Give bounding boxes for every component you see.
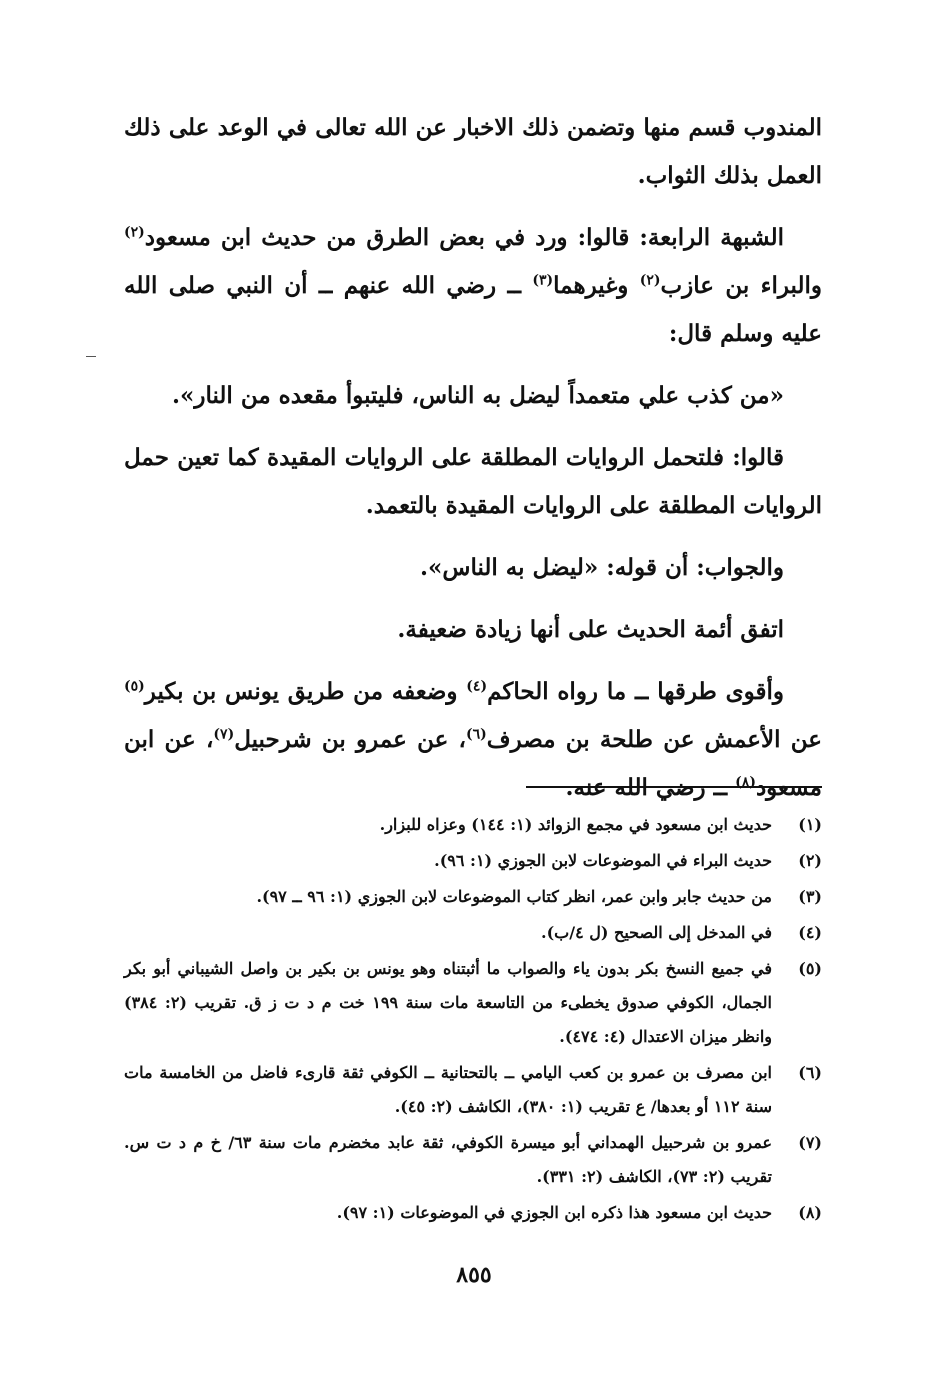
footnote-text: حديث ابن مسعود في مجمع الزوائد (١: ١٤٤) وعزاه للبزار.	[379, 815, 772, 834]
footnote-number: (٣)	[798, 887, 822, 906]
main-text	[124, 104, 822, 826]
footnote-number: (٤)	[798, 923, 822, 942]
footnote	[124, 844, 822, 878]
footnote-separator	[526, 786, 822, 788]
hadith-quote: «من كذب علي متعمداً ليضل به الناس، فليتبوأ مقعده من النار».	[171, 382, 784, 409]
footnote	[124, 1196, 822, 1230]
footnote-text: في جميع النسخ بكر بدون ياء والصواب ما أثبتناه وهو يونس بن بكير بن واصل الشيباني أبو بكر الجمال، الكوفي صدوق يخطىء من التاسعة مات سنة ١٩٩ خت م د ت ز ق. تقريب (٢: ٣٨٤) وانظر ميزان الاعتدال (٤: ٤٧٤).	[124, 959, 773, 1046]
footnote	[124, 808, 822, 842]
footnote-text: ابن مصرف بن عمرو بن كعب اليامي ــ بالتحتانية ــ الكوفي ثقة قارىء فاضل من الخامسة مات سنة ١١٢ أو بعدها/ ع تقريب (١: ٣٨٠)، الكاشف (٢: ٤٥).	[124, 1063, 772, 1116]
footnote-ref: (٢)	[124, 224, 145, 241]
footnote	[124, 1126, 822, 1194]
footnote-ref: (٧)	[213, 726, 235, 743]
footnote-ref: (٦)	[465, 726, 487, 743]
footnote	[124, 1056, 822, 1124]
footnote-number: (٧)	[798, 1133, 822, 1152]
footnote	[124, 880, 822, 914]
footnote-ref: (٣)	[532, 272, 554, 289]
footnote-number: (٥)	[798, 959, 822, 978]
footnote-ref: (٤)	[466, 678, 488, 695]
footnotes	[124, 808, 822, 1232]
footnote-ref: (٥)	[124, 678, 145, 695]
footnote-ref: (٢)	[639, 272, 661, 289]
footnote-number: (١)	[798, 815, 822, 834]
paragraph-1: المندوب قسم منها وتضمن ذلك الاخبار عن الله تعالى في الوعد على ذلك العمل بذلك الثواب.	[124, 114, 822, 189]
margin-mark	[86, 356, 96, 357]
paragraph-2: الشبهة الرابعة: قالوا: ورد في بعض الطرق من حديث ابن مسعود$^{(٢)}$ والبراء بن عازب$^{(٢)}$ وغيرهما$^{(٣)}$ ــ رضي الله عنهم ــ أن النبي صلى الله عليه وسلم قال:	[124, 224, 822, 347]
footnote-text: حديث ابن مسعود هذا ذكره ابن الجوزي في الموضوعات (١: ٩٧).	[336, 1203, 772, 1222]
footnote-text: في المدخل إلى الصحيح (ل ٤/ب).	[541, 923, 772, 942]
footnote	[124, 916, 822, 950]
paragraph-5: والجواب: أن قوله: «ليضل به الناس».	[419, 554, 784, 581]
footnote-number: (٦)	[798, 1063, 822, 1082]
footnote-text: حديث البراء في الموضوعات لابن الجوزي (١: ٩٦).	[434, 851, 772, 870]
footnote-text: من حديث جابر وابن عمر، انظر كتاب الموضوعات لابن الجوزي (١: ٩٦ ــ ٩٧).	[256, 887, 772, 906]
paragraph-4: قالوا: فلتحمل الروايات المطلقة على الروايات المقيدة كما تعين حمل الروايات المطلقة على الروايات المقيدة بالتعمد.	[124, 444, 822, 519]
paragraph-7: وأقوى طرقها ــ ما رواه الحاكم$^{(٤)}$ وضعفه من طريق يونس بن بكير$^{(٥)}$ عن الأعمش عن طلحة بن مصرف$^{(٦)}$، عن عمرو بن شرحبيل$^{(٧)}$، عن ابن مسعود$^{(٨)}$ ــ رضي الله عنه.	[124, 678, 822, 801]
footnote-number: (٨)	[798, 1203, 822, 1222]
paragraph-6: اتفق أئمة الحديث على أنها زيادة ضعيفة.	[397, 616, 784, 643]
section-heading: الشبهة الرابعة:	[639, 224, 784, 251]
footnote-text: عمرو بن شرحبيل الهمداني أبو ميسرة الكوفي، ثقة عابد مخضرم مات سنة ٦٣/ خ م د ت س. تقريب (٢: ٧٣)، الكاشف (٢: ٣٣١).	[124, 1133, 772, 1186]
page-number: ٨٥٥	[456, 1262, 492, 1288]
footnote	[124, 952, 822, 1054]
footnote-number: (٢)	[798, 851, 822, 870]
footnote-ref: (٨)	[735, 774, 756, 791]
